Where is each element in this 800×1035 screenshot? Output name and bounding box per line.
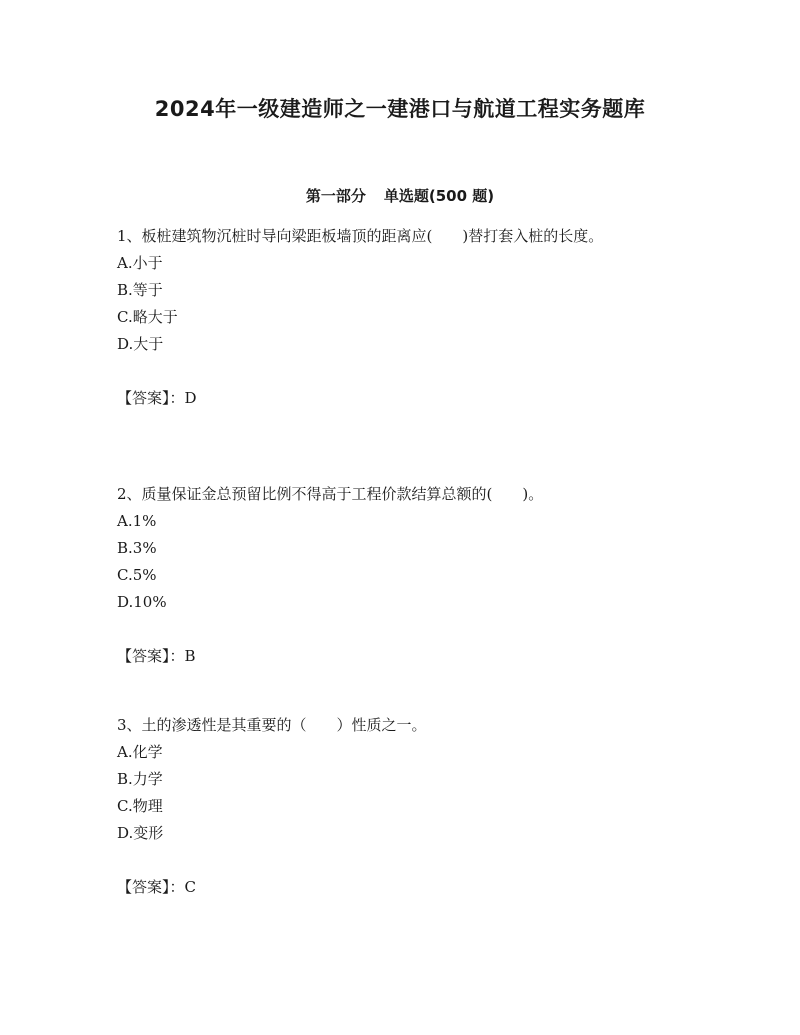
answer-line xyxy=(117,874,687,901)
option-d: D.变形 xyxy=(117,824,164,842)
section-name: 单选题(500 题) xyxy=(383,187,495,205)
answer-label: 【答案】： xyxy=(117,389,185,407)
option-b: B.等于 xyxy=(117,281,163,299)
option-d: D.大于 xyxy=(117,335,164,353)
answer-label: 【答案】： xyxy=(117,878,185,896)
option-c: C.略大于 xyxy=(117,308,178,326)
section-label: 第一部分 xyxy=(305,187,366,205)
question-stem: 3、土的渗透性是其重要的（ ）性质之一。 xyxy=(117,716,427,734)
question-1 xyxy=(117,223,687,412)
option-c: C.5% xyxy=(117,566,157,584)
document-title: 2024年一级建造师之一建港口与航道工程实务题库 xyxy=(154,97,646,121)
option-b: B.3% xyxy=(117,539,157,557)
option-a: A.小于 xyxy=(117,254,163,272)
answer-label: 【答案】： xyxy=(117,647,185,665)
question-stem: 2、质量保证金总预留比例不得高于工程价款结算总额的( )。 xyxy=(117,485,544,503)
option-a: A.化学 xyxy=(117,743,163,761)
question-3 xyxy=(117,712,687,901)
option-d: D.10% xyxy=(117,593,167,611)
option-c: C.物理 xyxy=(117,797,163,815)
option-b: B.力学 xyxy=(117,770,163,788)
question-stem: 1、板桩建筑物沉桩时导向梁距板墙顶的距离应( )替打套入桩的长度。 xyxy=(117,227,604,245)
answer-value: B xyxy=(184,647,196,665)
option-a: A.1% xyxy=(117,512,157,530)
question-2 xyxy=(117,481,687,670)
section-heading xyxy=(0,185,800,206)
answer-line xyxy=(117,643,687,670)
answer-line xyxy=(117,385,687,412)
answer-value: D xyxy=(184,389,197,407)
answer-value: C xyxy=(184,878,196,896)
